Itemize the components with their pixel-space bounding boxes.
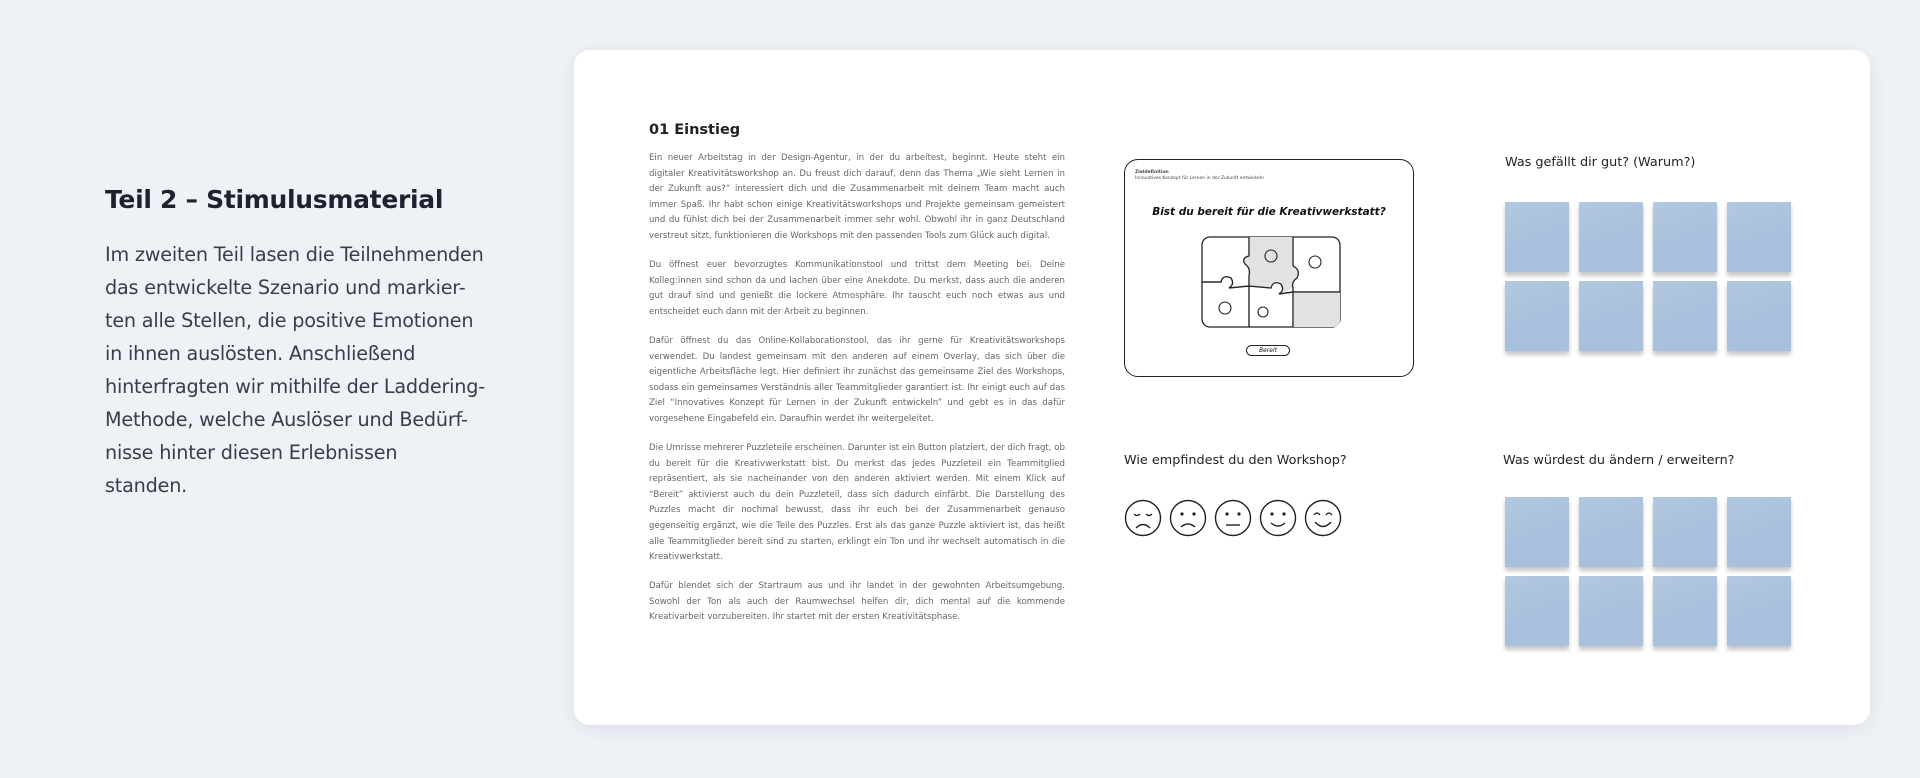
emotion-scale	[1124, 499, 1342, 537]
wireframe-small-title: Zieldefinition	[1135, 170, 1169, 175]
sticky-note[interactable]	[1505, 281, 1569, 351]
ready-button[interactable]: Bereit	[1246, 345, 1290, 356]
intro-text: Im zweiten Teil lasen die Teilnehmenden das entwickelte Szenario und markier-ten alle Stellen, die positive Emotionen in ihnen auslösten. Anschließend hinterfragten wir mithilfe der Laddering-Methode, welche Auslöser und Bedürf-nisse hinter diesen Erlebnissen standen.	[105, 243, 485, 497]
intro-title: Teil 2 – Stimulusmaterial	[105, 185, 444, 214]
document-paragraph: Ein neuer Arbeitstag in der Design-Agentur, in der du arbeitest, beginnt. Heute steht ein digitaler Kreativitätsworkshop an. Du freust dich darauf, denn das Thema „Wie sieht Lernen in der Zukunft aus?“ interessiert dich und die Zusammenarbeit mit deinem Team macht auch immer Spaß. Ihr habt schon einige Kreativitätsworkshops und Projekte gemeinsam gemeistert und du fühlst dich bei der Zusammenarbeit immer sehr wohl. Obwohl ihr in ganz Deutschland verstreut sitzt, funktionieren die Workshops mit den passenden Tools zum Glück auch digital.	[649, 153, 1065, 241]
sticky-note[interactable]	[1727, 497, 1791, 567]
wireframe-question: Bist du bereit für die Kreativwerkstatt?	[1152, 206, 1386, 218]
sticky-note[interactable]	[1727, 202, 1791, 272]
neutral-face-icon[interactable]	[1214, 499, 1252, 537]
intro-section	[105, 185, 485, 502]
sticky-note[interactable]	[1579, 497, 1643, 567]
sticky-note[interactable]	[1727, 281, 1791, 351]
stimulus-card	[574, 50, 1870, 725]
sticky-notes-change	[1505, 497, 1791, 646]
sad-face-icon[interactable]	[1169, 499, 1207, 537]
document-paragraph: Die Umrisse mehrerer Puzzleteile erscheinen. Darunter ist ein Button platziert, der dich fragt, ob du bereit für die Kreativwerkstatt bist. Du merkst das jedes Puzzleteil ein Teammitglied repräsentiert, als sie nacheinander von den anderen aktiviert werden. Mit einem Klick auf “Bereit” aktivierst auch du dein Puzzleteil, dass sich dadurch einfärbt. Die Darstellung des Puzzles macht dir nochmal bewusst, dass ihr euch bei der Zusammenarbeit genauso gegenseitig ergänzt, wie die Teile des Puzzles. Erst als das ganze Puzzle aktiviert ist, das heißt alle Teammitglieder bereit sind zu starten, erklingt ein Ton und ihr wechselt automatisch in die Kreativwerkstatt.	[649, 443, 1065, 563]
sticky-note[interactable]	[1579, 202, 1643, 272]
question-change: Was würdest du ändern / erweitern?	[1503, 453, 1735, 468]
wireframe-header	[1135, 170, 1264, 182]
happy-face-icon[interactable]	[1259, 499, 1297, 537]
document-paragraph: Dafür blendet sich der Startraum aus und ihr landet in der gewohnten Arbeitsumgebung. Sowohl der Ton als auch der Raumwechsel helfen dir, dich mental auf die kommende Kreativarbeit vorzubereiten. Ihr startet mit der ersten Kreativitätsphase.	[649, 581, 1065, 623]
sticky-note[interactable]	[1579, 281, 1643, 351]
sticky-note[interactable]	[1505, 202, 1569, 272]
very-sad-face-icon[interactable]	[1124, 499, 1162, 537]
puzzle-icon	[1201, 236, 1341, 328]
wireframe-small-text: Innovatives Konzept für Lernen in der Zukunft entwickeln	[1135, 176, 1264, 181]
scenario-document	[649, 122, 1065, 640]
question-like: Was gefällt dir gut? (Warum?)	[1505, 155, 1696, 170]
document-paragraph: Du öffnest euer bevorzugtes Kommunikationstool und trittst dem Meeting bei. Deine Kolleg:innen sind schon da und lachen über eine Anekdote. Du merkst, dass auch die anderen gut drauf sind und genießt die lockere Atmosphäre. Ihr tauscht euch noch etwas aus und entscheidet euch dann mit der Arbeit zu beginnen.	[649, 260, 1065, 317]
sticky-note[interactable]	[1653, 497, 1717, 567]
sticky-note[interactable]	[1653, 576, 1717, 646]
sticky-note[interactable]	[1505, 497, 1569, 567]
sticky-note[interactable]	[1653, 281, 1717, 351]
question-feel: Wie empfindest du den Workshop?	[1124, 453, 1347, 468]
puzzle-wireframe	[1124, 159, 1414, 377]
document-heading: 01 Einstieg	[649, 122, 741, 138]
very-happy-face-icon[interactable]	[1304, 499, 1342, 537]
sticky-note[interactable]	[1505, 576, 1569, 646]
sticky-note[interactable]	[1653, 202, 1717, 272]
sticky-notes-like	[1505, 202, 1791, 351]
sticky-note[interactable]	[1727, 576, 1791, 646]
sticky-note[interactable]	[1579, 576, 1643, 646]
document-paragraph: Dafür öffnest du das Online-Kollaborationstool, das ihr gerne für Kreativitätsworkshops verwendet. Du landest gemeinsam mit den anderen auf einem Overlay, das sich über die eigentliche Arbeitsfläche legt. Hier definiert ihr zunächst das gemeinsame Ziel des Workshops, sodass ein gemeinsames Verständnis aller Teammitglieder garantiert ist. Ihr einigt euch auf das Ziel “Innovatives Konzept für Lernen in der Zukunft entwickeln” und gebt es in das dafür vorgesehene Eingabefeld ein. Daraufhin werdet ihr weitergeleitet.	[649, 335, 1065, 424]
